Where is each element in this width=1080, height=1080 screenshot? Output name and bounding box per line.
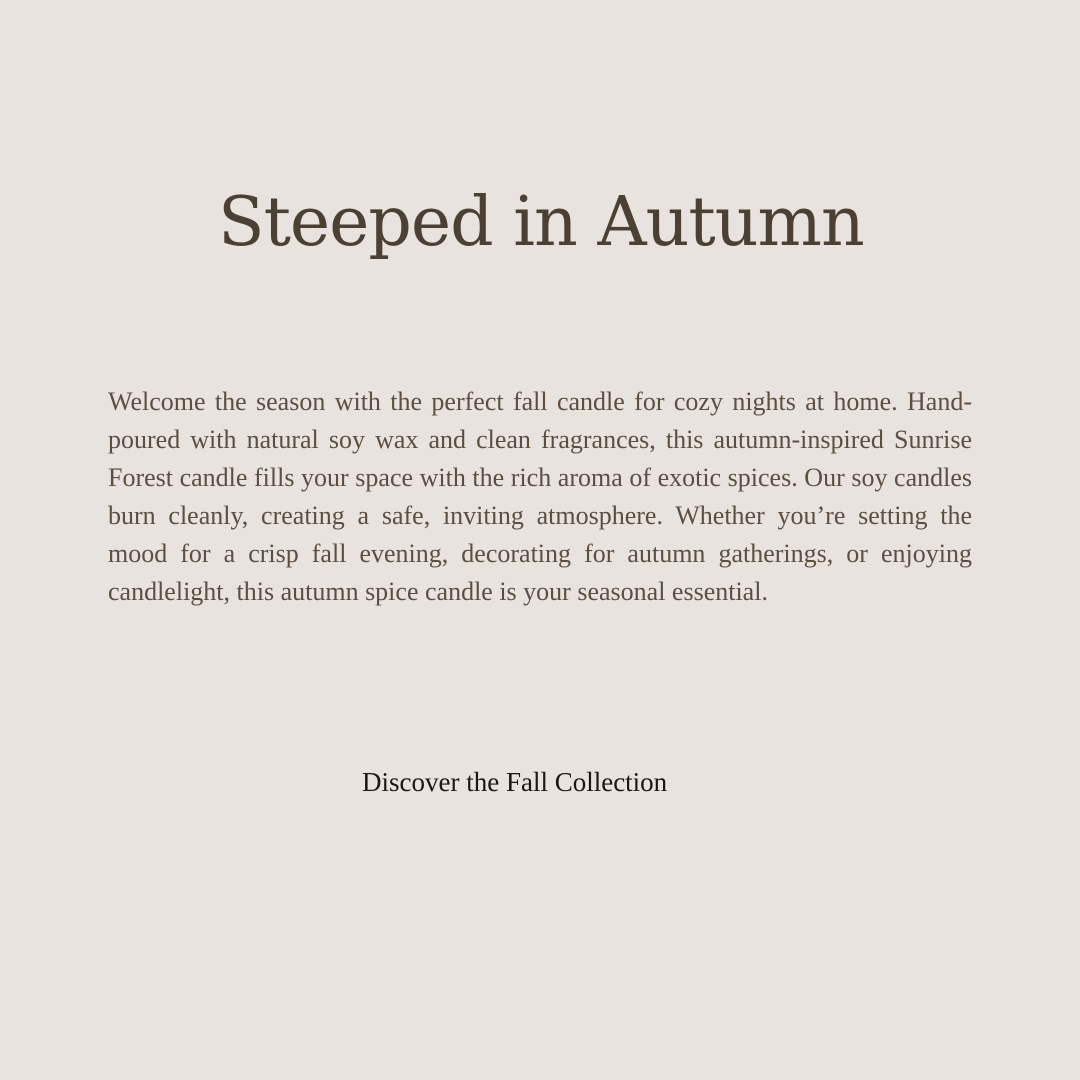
discover-fall-collection-link[interactable]: Discover the Fall Collection [362, 764, 722, 800]
collection-description: Welcome the season with the perfect fall candle for cozy nights at home. Hand-poured with natural soy wax and clean fragrances, this autumn-inspired Sunrise Forest candle fills your space with the rich aroma of exotic spices. Our soy candles burn cleanly, creating a safe, inviting atmosphere. Whether you’re setting the mood for a crisp fall evening, decorating for autumn gatherings, or enjoying candlelight, this autumn spice candle is your seasonal essential. [108, 387, 972, 606]
section-title: Steeped in Autumn [218, 183, 864, 262]
